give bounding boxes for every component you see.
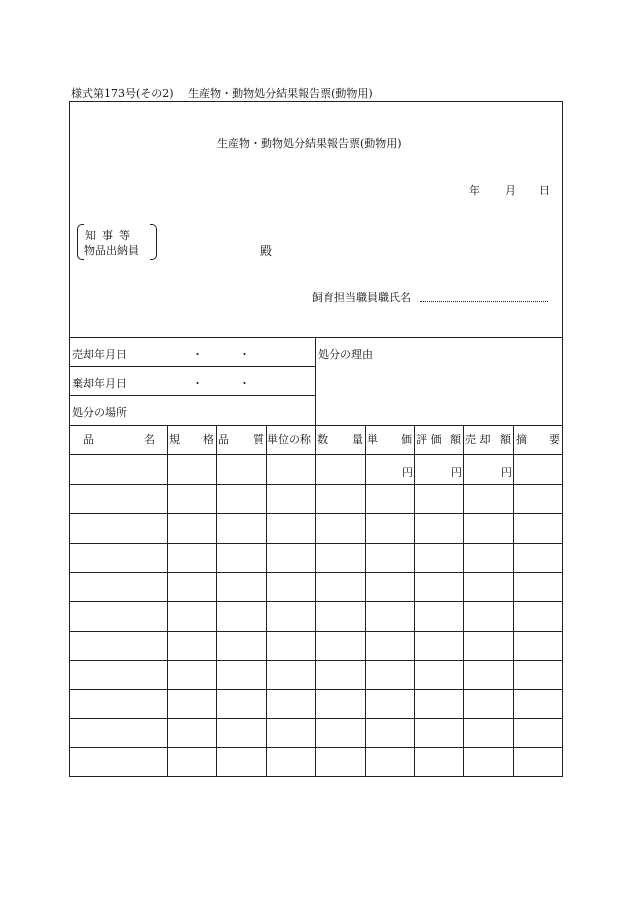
table-row-line bbox=[69, 660, 563, 661]
header-appraised-amount bbox=[414, 425, 463, 454]
sale-date-label: 売却年月日 bbox=[72, 348, 127, 361]
sale-date-separator: ・ bbox=[239, 348, 250, 361]
addressee-honorific: 殿 bbox=[260, 244, 273, 258]
form-title: 生産物・動物処分結果報告票(動物用) bbox=[217, 137, 402, 150]
discard-date-label: 棄却年月日 bbox=[72, 377, 127, 390]
appraised-yen: 円 bbox=[451, 466, 462, 479]
discard-date-separator: ・ bbox=[239, 377, 250, 390]
table-row-line bbox=[69, 513, 563, 514]
header-text: 価 bbox=[401, 433, 412, 446]
header-text: 評 価 bbox=[416, 433, 442, 446]
header-item-name bbox=[69, 425, 167, 454]
header-text: 単位の称 bbox=[267, 433, 311, 446]
table-row-line bbox=[69, 631, 563, 632]
header-unit-price bbox=[365, 425, 414, 454]
header-text: 規 bbox=[169, 433, 180, 446]
table-header-line bbox=[69, 454, 563, 455]
header-text: 品 bbox=[218, 433, 229, 446]
header-text: 売 却 bbox=[465, 433, 491, 446]
table-column-line bbox=[365, 425, 366, 777]
section-divider bbox=[69, 337, 563, 338]
staff-name-field[interactable] bbox=[420, 301, 548, 302]
header-text: 摘 bbox=[516, 433, 527, 446]
header-sale-amount bbox=[463, 425, 513, 454]
header-text: 額 bbox=[450, 433, 461, 446]
table-row-line bbox=[69, 689, 563, 690]
unit-price-yen: 円 bbox=[402, 466, 413, 479]
addressee-property-officer: 物品出納員 bbox=[84, 244, 139, 257]
header-remarks bbox=[513, 425, 563, 454]
table-row-line bbox=[69, 601, 563, 602]
header-spec bbox=[167, 425, 216, 454]
header-unit bbox=[266, 425, 315, 454]
header-text: 品 bbox=[83, 433, 94, 446]
date-year-label: 年 bbox=[469, 184, 480, 197]
table-row-line bbox=[69, 484, 563, 485]
table-row-line bbox=[69, 718, 563, 719]
header-text: 量 bbox=[352, 433, 363, 446]
header-quantity bbox=[315, 425, 365, 454]
header-text: 格 bbox=[203, 433, 214, 446]
header-text: 数 bbox=[317, 433, 328, 446]
header-text: 名 bbox=[144, 433, 155, 446]
sale-row-divider bbox=[69, 366, 315, 367]
form-code: 様式第173号(その2) 生産物・動物処分結果報告票(動物用) bbox=[71, 87, 373, 100]
table-column-line bbox=[266, 425, 267, 777]
addressee-bracket-left bbox=[77, 224, 84, 260]
disposal-reason-label: 処分の理由 bbox=[318, 348, 373, 361]
table-column-line bbox=[167, 425, 168, 777]
staff-name-label: 飼育担当職員職氏名 bbox=[312, 291, 411, 304]
sale-amount-yen: 円 bbox=[501, 466, 512, 479]
header-text: 要 bbox=[549, 433, 560, 446]
discard-date-separator: ・ bbox=[192, 377, 203, 390]
date-day-label: 日 bbox=[539, 184, 550, 197]
reason-column-divider bbox=[315, 337, 316, 425]
table-column-line bbox=[463, 425, 464, 777]
disposal-place-label: 処分の場所 bbox=[72, 406, 127, 419]
table-row-line bbox=[69, 543, 563, 544]
date-month-label: 月 bbox=[505, 184, 516, 197]
table-column-line bbox=[315, 425, 316, 777]
header-text: 質 bbox=[253, 433, 264, 446]
addressee-governor: 知事等 bbox=[85, 229, 136, 242]
header-text: 額 bbox=[500, 433, 511, 446]
table-column-line bbox=[414, 425, 415, 777]
addressee-bracket-right bbox=[150, 224, 157, 260]
sale-date-separator: ・ bbox=[192, 348, 203, 361]
table-column-line bbox=[216, 425, 217, 777]
table-row-line bbox=[69, 747, 563, 748]
table-column-line bbox=[513, 425, 514, 777]
discard-row-divider bbox=[69, 395, 315, 396]
header-quality bbox=[216, 425, 266, 454]
header-text: 単 bbox=[367, 433, 378, 446]
table-row-line bbox=[69, 572, 563, 573]
